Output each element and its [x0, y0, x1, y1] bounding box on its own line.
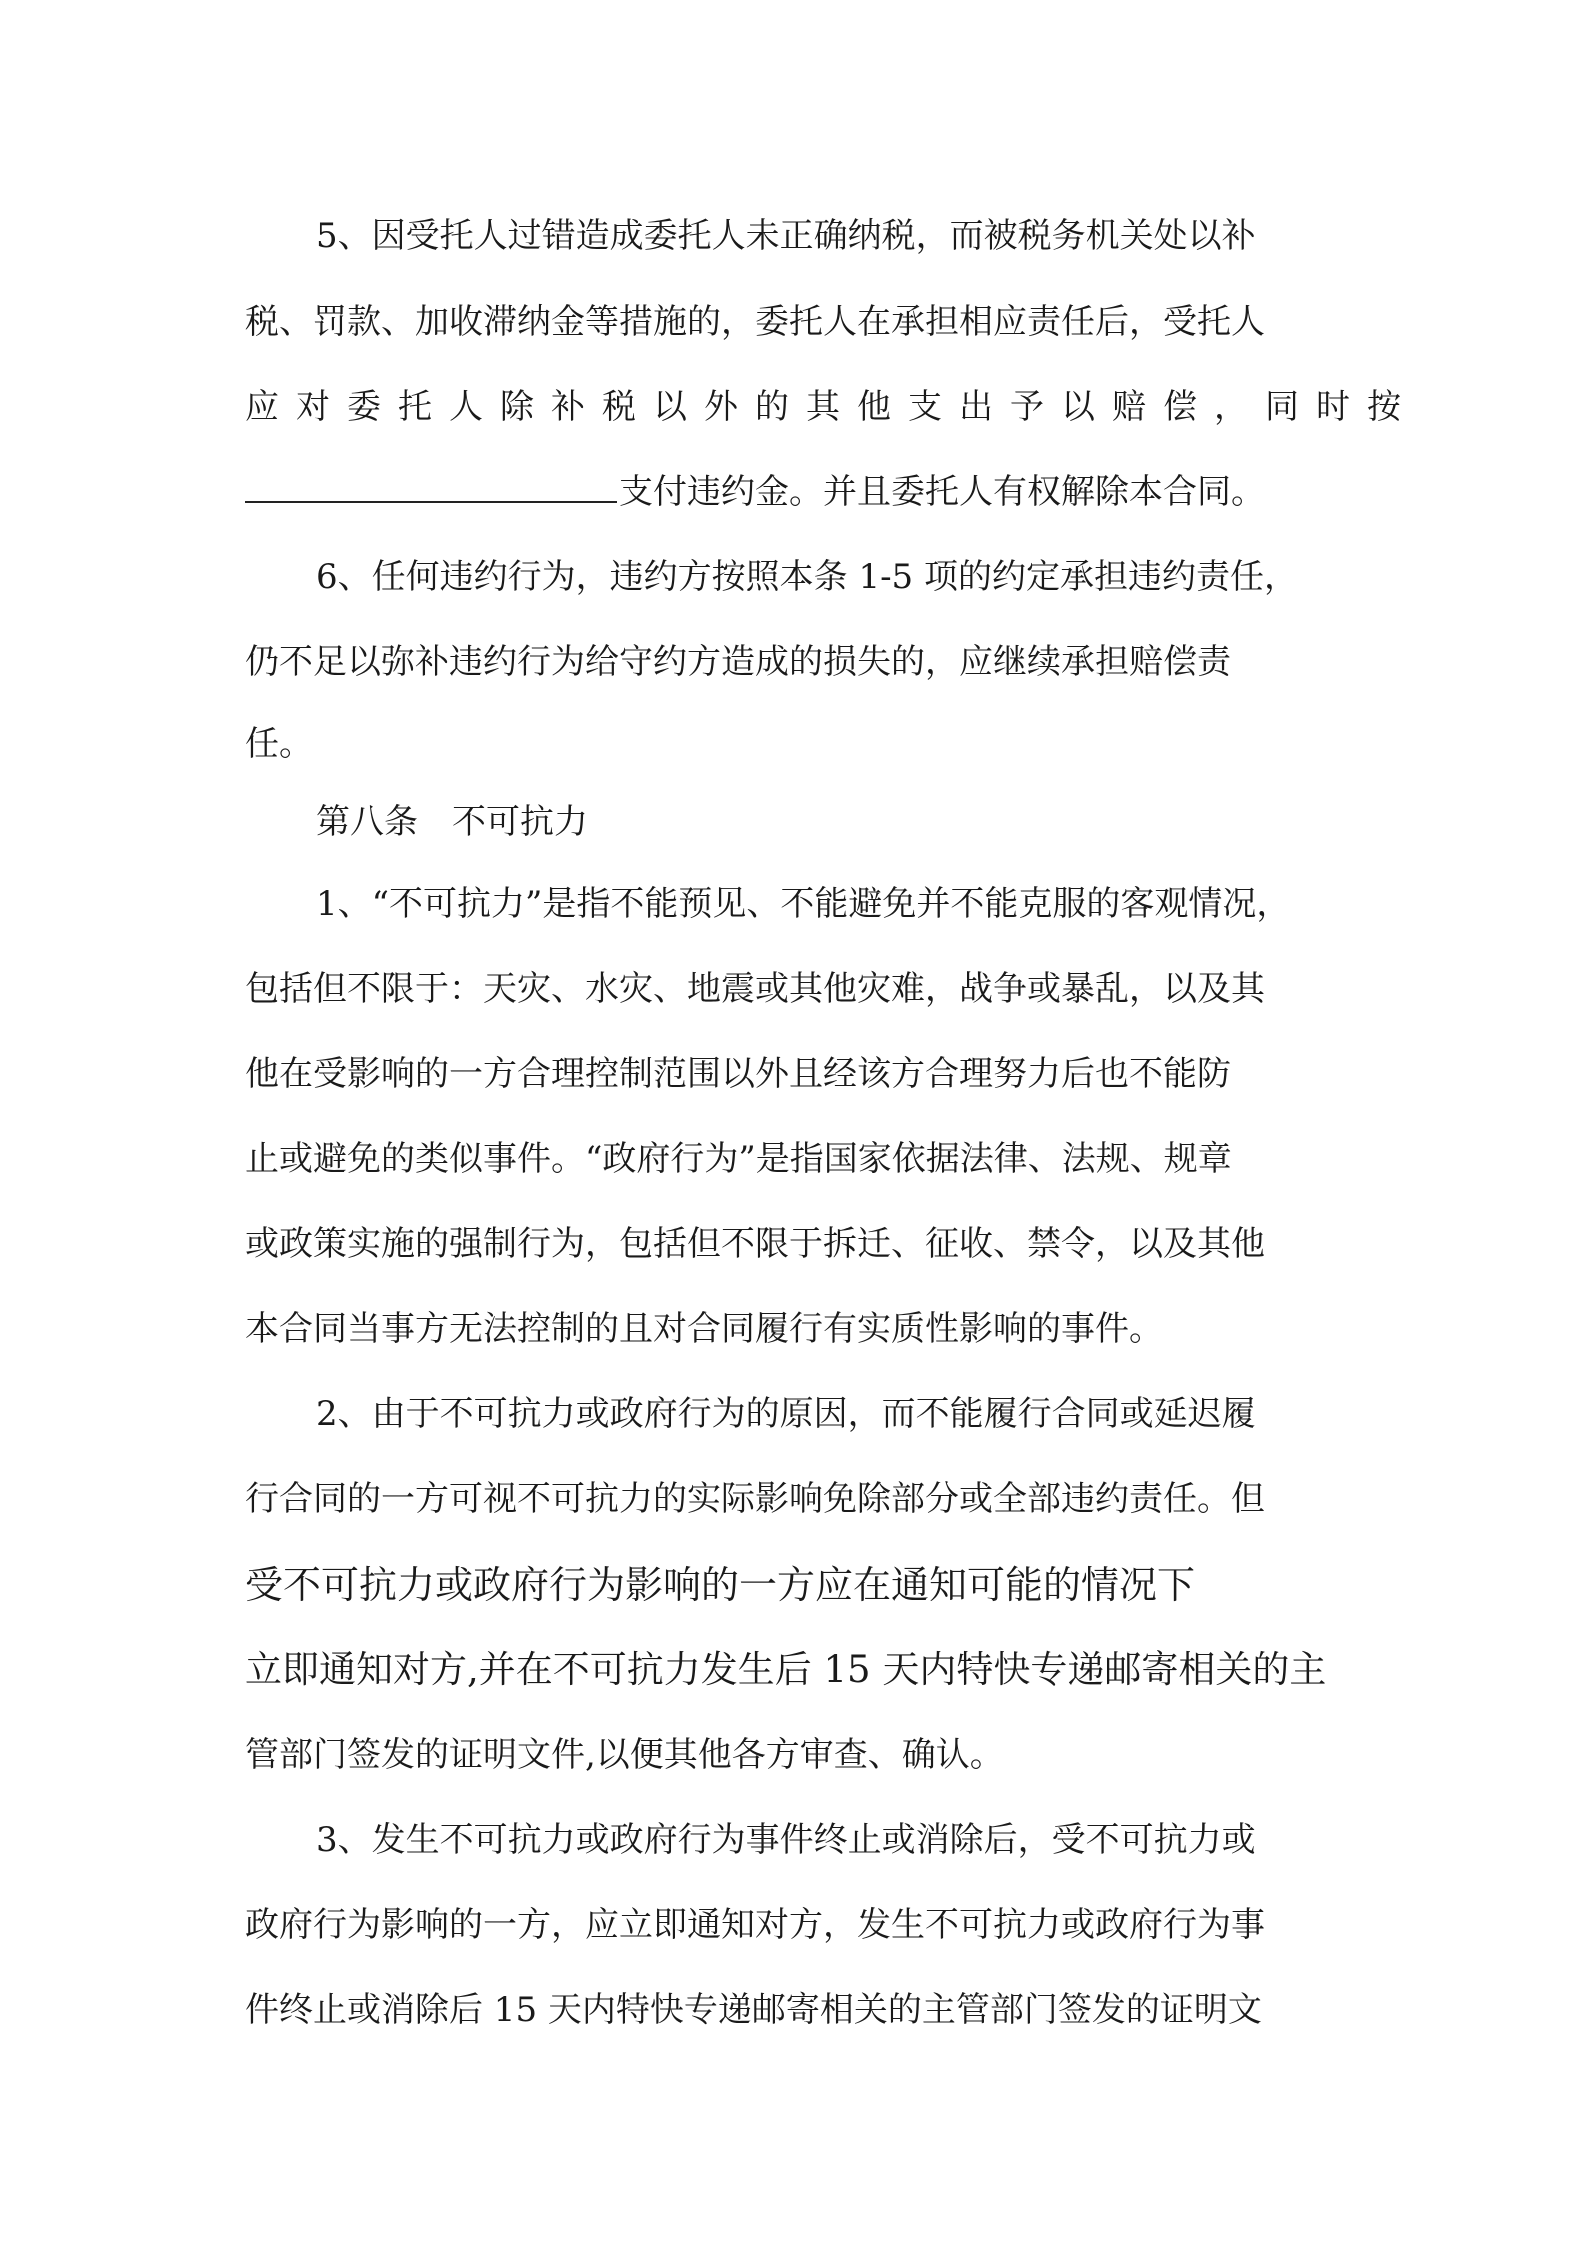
blank-fill-line — [245, 471, 617, 503]
clause-8-2-line-5: 管部门签发的证明文件,以便其他各方审查、确认。 — [245, 1735, 1004, 1775]
clause-8-1-line-1: 1、“不可抗力”是指不能预见、不能避免并不能克服的客观情况， — [316, 884, 1291, 924]
clause-8-1-line-2: 包括但不限于：天灾、水灾、地震或其他灾难，战争或暴乱，以及其 — [245, 969, 1265, 1009]
clause-7-5-line-3-text: 应对委托人除补税以外的其他支出予以赔偿， — [245, 387, 1265, 427]
clause-8-2-line-1: 2、由于不可抗力或政府行为的原因，而不能履行合同或延迟履 — [316, 1394, 1256, 1434]
clause-7-6-line-2: 仍不足以弥补违约行为给守约方造成的损失的，应继续承担赔偿责 — [245, 642, 1231, 682]
clause-7-5-line-1: 5、因受托人过错造成委托人未正确纳税，而被税务机关处以补 — [316, 216, 1256, 256]
clause-8-3-line-2: 政府行为影响的一方，应立即通知对方，发生不可抗力或政府行为事 — [245, 1905, 1265, 1945]
clause-8-3-line-3: 件终止或消除后 15 天内特快专递邮寄相关的主管部门签发的证明文 — [245, 1990, 1262, 2030]
clause-7-5-line-2: 税、罚款、加收滞纳金等措施的，委托人在承担相应责任后，受托人 — [245, 302, 1265, 342]
clause-8-1-line-4: 止或避免的类似事件。“政府行为”是指国家依据法律、法规、规章 — [245, 1139, 1232, 1179]
clause-7-5-line-3-tail: 同时按 — [1265, 387, 1418, 427]
clause-7-6-line-1: 6、任何违约行为，违约方按照本条 1-5 项的约定承担违约责任， — [316, 557, 1298, 597]
clause-7-5-line-4-text: 支付违约金。并且委托人有权解除本合同。 — [619, 472, 1265, 512]
article-8-heading: 第八条 不可抗力 — [316, 802, 588, 842]
clause-8-1-line-5: 或政策实施的强制行为，包括但不限于拆迁、征收、禁令，以及其他 — [245, 1224, 1265, 1264]
clause-7-5-line-4 — [245, 470, 1355, 514]
clause-8-2-line-3: 受不可抗力或政府行为影响的一方应在通知可能的情况下 — [245, 1563, 1196, 1607]
clause-8-1-line-3: 他在受影响的一方合理控制范围以外且经该方合理努力后也不能防 — [245, 1054, 1231, 1094]
clause-8-2-line-2: 行合同的一方可视不可抗力的实际影响免除部分或全部违约责任。但 — [245, 1479, 1265, 1519]
clause-8-1-line-6: 本合同当事方无法控制的且对合同履行有实质性影响的事件。 — [245, 1309, 1163, 1349]
clause-7-5-line-3 — [245, 385, 1418, 429]
clause-8-2-line-4: 立即通知对方,并在不可抗力发生后 15 天内特快专递邮寄相关的主 — [245, 1648, 1327, 1691]
clause-8-3-line-1: 3、发生不可抗力或政府行为事件终止或消除后，受不可抗力或 — [316, 1820, 1256, 1860]
clause-7-6-line-3: 任。 — [245, 724, 313, 764]
